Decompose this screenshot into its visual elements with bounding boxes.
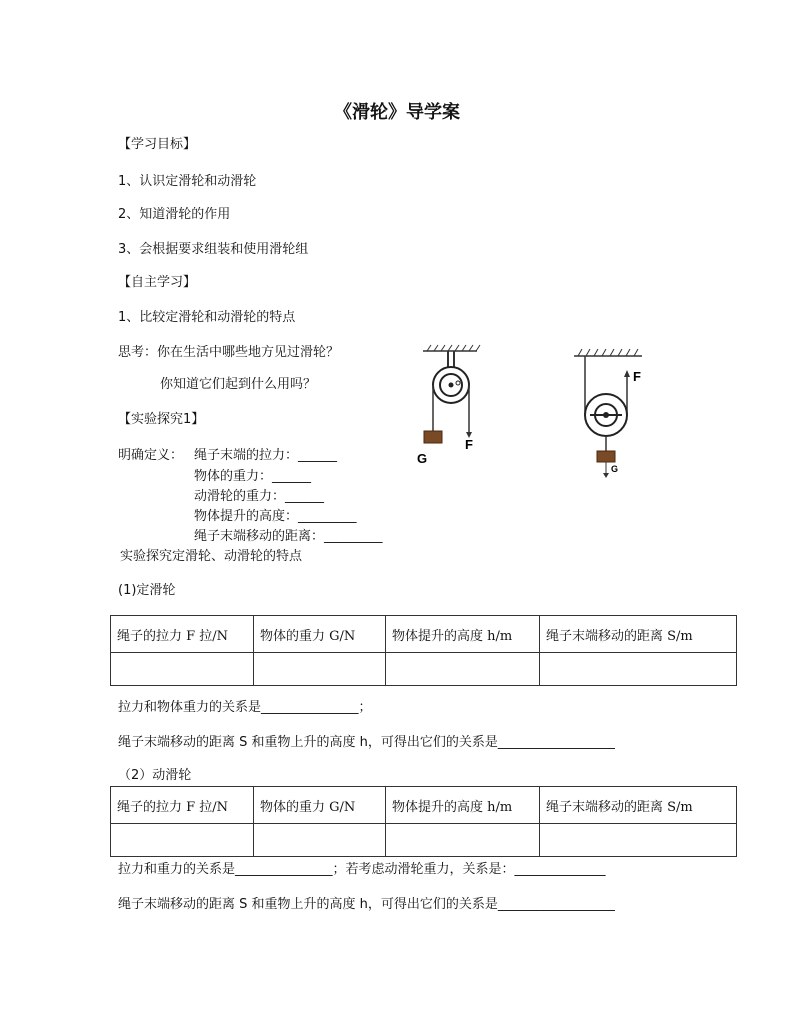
fixed-pulley-table	[110, 615, 737, 686]
table-header: 物体提升的高度 h/m	[386, 787, 540, 824]
table-cell[interactable]	[254, 824, 386, 857]
goal-item-2: 2、知道滑轮的作用	[118, 207, 231, 222]
experiment-purpose: 实验探究定滑轮、动滑轮的特点	[120, 549, 303, 564]
table-cell[interactable]	[386, 653, 540, 686]
definition-label: 明确定义：	[118, 448, 184, 463]
table-cell[interactable]	[540, 824, 737, 857]
movable-question-2: 绳子末端移动的距离 S 和重物上升的高度 h，可得出它们的关系是__________________	[118, 897, 615, 912]
ceiling-hatch	[574, 349, 642, 356]
weight-block	[597, 451, 615, 462]
table-header: 绳子的拉力 F 拉/N	[111, 787, 254, 824]
movable-question-1: 拉力和重力的关系是_______________；若考虑动滑轮重力，关系是：______________	[118, 862, 606, 877]
definition-lift-height: 物体提升的高度：_________	[194, 509, 357, 524]
force-label-f: F	[465, 437, 473, 452]
fixed-pulley-label: (1)定滑轮	[118, 583, 176, 598]
table-cell[interactable]	[386, 824, 540, 857]
think-question-1: 思考：你在生活中哪些地方见过滑轮？	[118, 345, 340, 360]
self-study-heading: 【自主学习】	[118, 275, 197, 290]
goal-item-1: 1、认识定滑轮和动滑轮	[118, 174, 257, 189]
pulley-wheel	[433, 367, 469, 403]
definition-object-weight: 物体的重力：______	[194, 469, 312, 484]
self-study-item-1: 1、比较定滑轮和动滑轮的特点	[118, 310, 296, 325]
table-header: 绳子末端移动的距离 S/m	[540, 787, 737, 824]
table-header: 物体提升的高度 h/m	[386, 616, 540, 653]
fixed-question-1: 拉力和物体重力的关系是_______________；	[118, 700, 372, 715]
table-header: 物体的重力 G/N	[254, 787, 386, 824]
definition-pulley-weight: 动滑轮的重力：______	[194, 489, 325, 504]
weight-label-g: G	[611, 464, 619, 474]
movable-pulley-figure	[570, 340, 680, 480]
movable-pulley-table	[110, 786, 737, 857]
page-title: 《滑轮》导学案	[334, 102, 460, 123]
table-header: 物体的重力 G/N	[254, 616, 386, 653]
experiment-heading: 【实验探究1】	[118, 412, 205, 427]
movable-pulley-label: （2）动滑轮	[118, 768, 192, 783]
goals-heading: 【学习目标】	[118, 137, 197, 152]
definition-rope-distance: 绳子末端移动的距离：_________	[194, 529, 383, 544]
table-cell[interactable]	[540, 653, 737, 686]
goal-item-3: 3、会根据要求组装和使用滑轮组	[118, 242, 309, 257]
table-header: 绳子末端移动的距离 S/m	[540, 616, 737, 653]
think-question-2: 你知道它们起到什么用吗？	[160, 377, 317, 392]
table-cell[interactable]	[111, 653, 254, 686]
table-header: 绳子的拉力 F 拉/N	[111, 616, 254, 653]
table-cell[interactable]	[254, 653, 386, 686]
force-label-f: F	[633, 369, 641, 384]
fixed-question-2: 绳子末端移动的距离 S 和重物上升的高度 h，可得出它们的关系是__________________	[118, 735, 615, 750]
table-cell[interactable]	[111, 824, 254, 857]
ceiling-hatch	[423, 345, 480, 351]
weight-block	[424, 431, 442, 443]
pulley-wheel	[585, 394, 627, 436]
weight-label-g: G	[417, 451, 428, 466]
fixed-pulley-figure	[405, 340, 505, 470]
definition-pull-force: 绳子末端的拉力：______	[194, 448, 338, 463]
